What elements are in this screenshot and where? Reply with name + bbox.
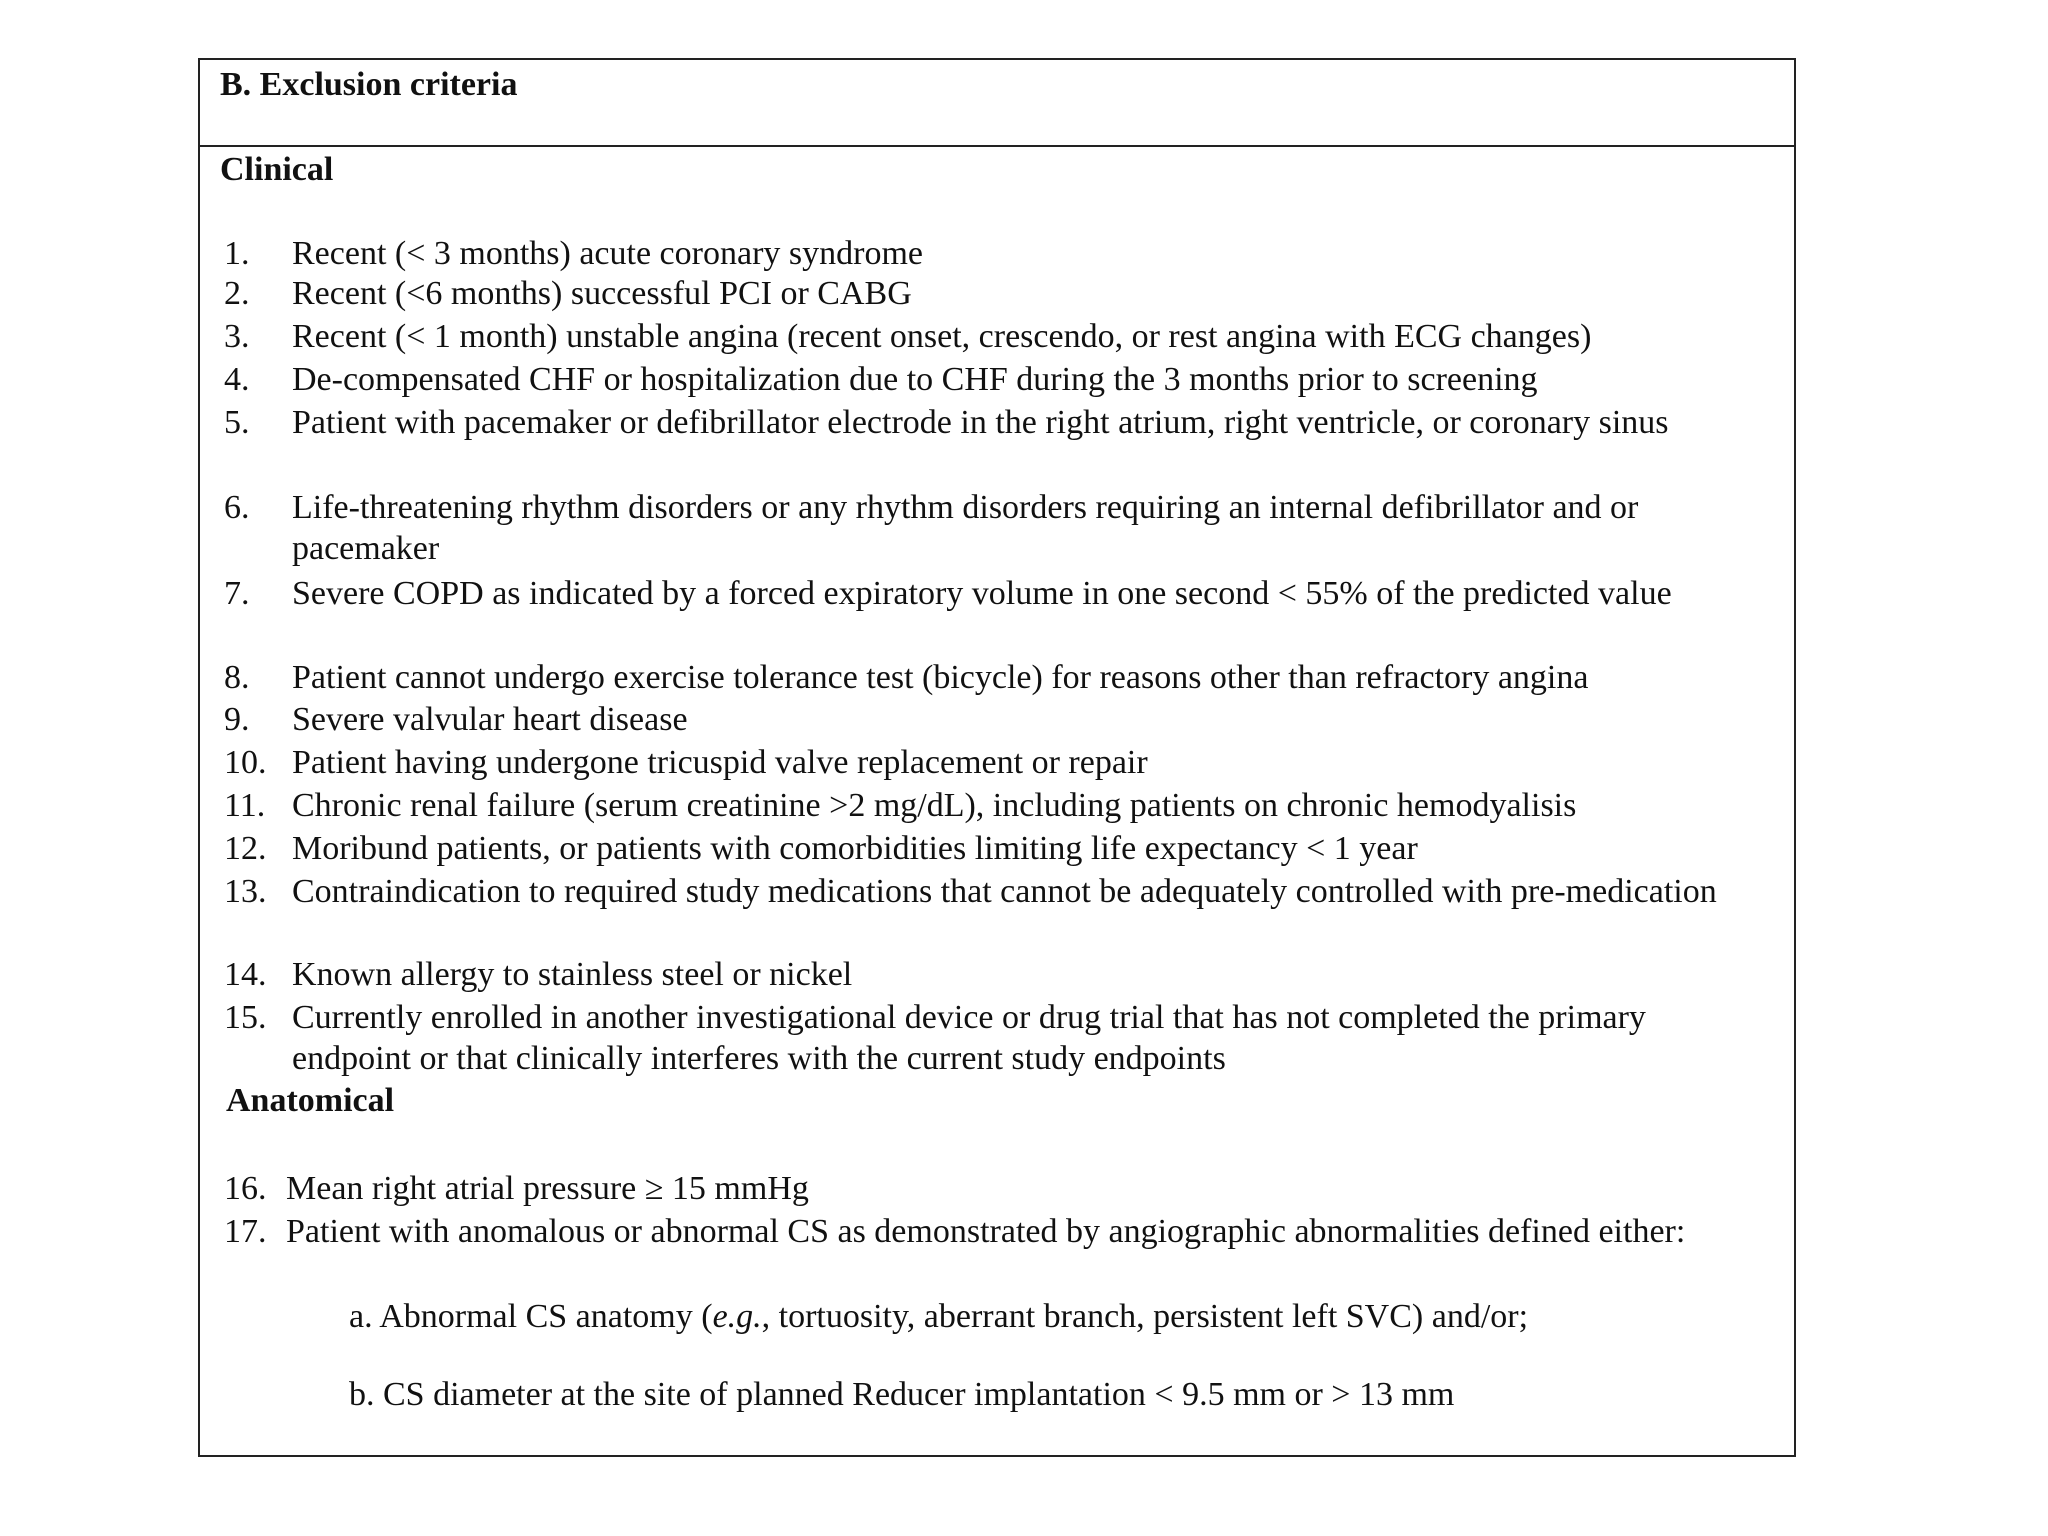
- item-number: 5.: [224, 404, 250, 441]
- item-text: Patient with pacemaker or defibrillator electrode in the right atrium, right ventricle, or coronary sinus: [292, 404, 1669, 441]
- item-number: 11.: [224, 787, 266, 824]
- table-body: [200, 147, 1794, 1455]
- item-text: Moribund patients, or patients with comorbidities limiting life expectancy < 1 year: [292, 830, 1418, 867]
- item-text: Contraindication to required study medications that cannot be adequately controlled with pre-medication: [292, 873, 1717, 910]
- item-number: 16.: [224, 1170, 267, 1207]
- item-number: 3.: [224, 318, 250, 355]
- anatomical-heading: Anatomical: [226, 1082, 395, 1119]
- item-text: Severe valvular heart disease: [292, 701, 688, 738]
- item-number: 8.: [224, 659, 250, 696]
- exclusion-criteria-table: [198, 58, 1796, 1457]
- item-number: 14.: [224, 956, 267, 993]
- item-number: 12.: [224, 830, 267, 867]
- item-text: Known allergy to stainless steel or nickel: [292, 956, 853, 993]
- sub-item-a-suffix: , tortuosity, aberrant branch, persistent left SVC) and/or;: [761, 1298, 1529, 1335]
- item-number: 2.: [224, 275, 250, 312]
- item-number: 9.: [224, 701, 250, 738]
- item-text: Currently enrolled in another investigational device or drug trial that has not completed the primary endpoint or that clinically interferes with the current study endpoints: [292, 999, 1646, 1077]
- item-number: 13.: [224, 873, 267, 910]
- item-number: 4.: [224, 361, 250, 398]
- item-text: Patient cannot undergo exercise tolerance test (bicycle) for reasons other than refractory angina: [292, 659, 1589, 696]
- sub-item-a-prefix: a. Abnormal CS anatomy (: [349, 1298, 713, 1335]
- item-number: 10.: [224, 744, 267, 781]
- item-text: Mean right atrial pressure ≥ 15 mmHg: [286, 1170, 809, 1207]
- item-text: Recent (< 1 month) unstable angina (recent onset, crescendo, or rest angina with ECG changes): [292, 318, 1592, 355]
- table-title: B. Exclusion criteria: [220, 66, 518, 103]
- item-text: [286, 1211, 1764, 1252]
- sub-item-b: b. CS diameter at the site of planned Reducer implantation < 9.5 mm or > 13 mm: [349, 1376, 1455, 1413]
- item-text: Patient having undergone tricuspid valve replacement or repair: [292, 744, 1148, 781]
- item-17-text: Patient with anomalous or abnormal CS as demonstrated by angiographic abnormalities defined either:: [286, 1213, 1686, 1250]
- item-text: Severe COPD as indicated by a forced expiratory volume in one second < 55% of the predicted value: [292, 575, 1672, 612]
- item-text: Recent (< 3 months) acute coronary syndrome: [292, 235, 923, 272]
- item-number: 17.: [224, 1213, 267, 1250]
- table-title-row: [200, 60, 1794, 147]
- item-number: 1.: [224, 235, 250, 272]
- sub-item-a: [349, 1297, 1764, 1337]
- item-number: 15.: [224, 999, 267, 1036]
- item-number: 6.: [224, 489, 250, 526]
- item-text: De-compensated CHF or hospitalization due to CHF during the 3 months prior to screening: [292, 361, 1538, 398]
- clinical-heading: Clinical: [220, 151, 334, 188]
- sub-item-a-italic: e.g.: [712, 1298, 762, 1335]
- item-text: Recent (<6 months) successful PCI or CABG: [292, 275, 912, 312]
- item-text: Chronic renal failure (serum creatinine >2 mg/dL), including patients on chronic hemodyalisis: [292, 787, 1577, 824]
- item-number: 7.: [224, 575, 250, 612]
- item-text: Life-threatening rhythm disorders or any rhythm disorders requiring an internal defibrillator and or pacemaker: [292, 489, 1639, 567]
